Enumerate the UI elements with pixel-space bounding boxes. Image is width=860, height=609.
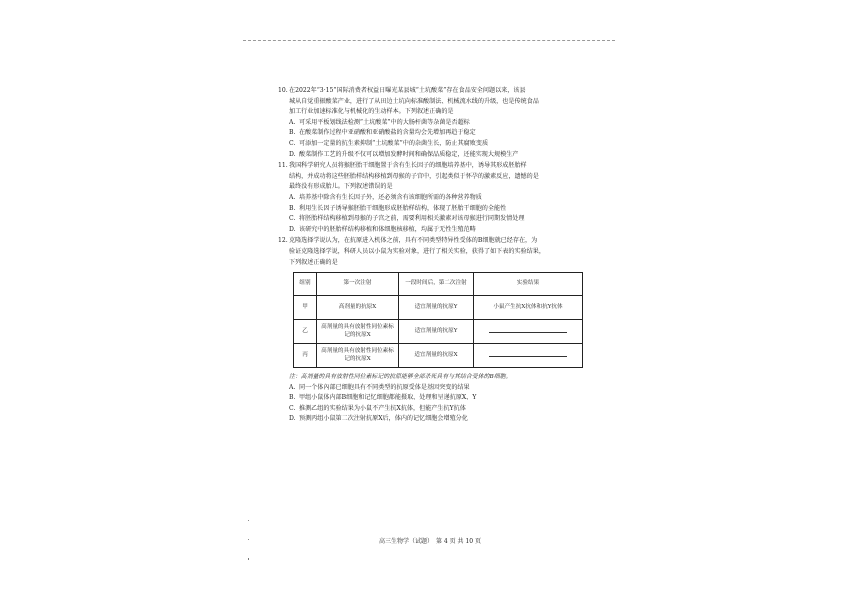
question-stem-line: 克隆选择学说认为，在抗原进入机体之前，具有不同类型特异性受体的B细胞就已经存在，为 (289, 237, 538, 245)
table-header-row (294, 273, 583, 296)
table-row (294, 344, 583, 368)
question-number: 12. (278, 237, 288, 245)
page-footer: 高三生物学（试题） 第 4 页 共 10 页 (379, 538, 481, 545)
option-a: A. 可采用平板划线法检测“土坑酸菜”中的大肠杆菌等杂菌是否超标 (289, 118, 470, 126)
table-cell-result-blank (474, 344, 583, 368)
question-stem-line: 结构，并成功将这些胚胎样结构移植到母猴的子宫中，引起类似于怀孕的激素反应，遗憾的是 (289, 172, 539, 180)
table-cell-second-injection: 适宜剂量的抗原Y (399, 296, 474, 320)
option-c: C. 推测乙组的实验结果为小鼠不产生抗X抗体，但能产生抗Y抗体 (289, 404, 466, 412)
option-b: B. 在酸菜制作过程中亚硝酸和亚硝酸盐的含量均会先增加再趋于稳定 (289, 129, 476, 137)
table-note: 注：高剂量的具有放射性同位素标记的抗原能够全部杀死具有与其结合受体的B细胞。 (289, 374, 512, 381)
table-cell-first-injection: 高剂量的抗原X (317, 296, 399, 320)
margin-dots (248, 520, 251, 578)
table-cell-first-injection: 高剂量的具有放射性同位素标记的抗原X (317, 320, 399, 344)
option-d: D. 酸菜制作工艺的升级不仅可以增加发酵时间和确保品质稳定，还能实现大规模生产 (289, 150, 519, 158)
table-cell-second-injection: 适宜剂量的抗原X (399, 344, 474, 368)
table-row (294, 296, 583, 320)
option-b: B. 利用生长因子诱导猴胚胎干细胞形成胚胎样结构，体现了胚胎干细胞的全能性 (289, 204, 507, 212)
table-cell-group: 甲 (294, 296, 317, 320)
table-cell-result: 小鼠产生抗X抗体和抗Y抗体 (474, 296, 583, 320)
option-d: D. 该研究中的胚胎样结构移植和体细胞核移植，均属于无性生殖范畴 (289, 225, 476, 233)
option-b: B. 甲组小鼠体内部B细胞和记忆细胞都能摄取、处理和呈递抗原X、Y (289, 394, 477, 402)
table-cell-second-injection: 适宜剂量的抗原Y (399, 320, 474, 344)
question-stem-line: 城从自觉重振酸菜产业，进行了从田边土坑向标准酸制法、机械流水线的升级，也是传统食品 (289, 97, 539, 105)
table-cell-first-injection: 高剂量的具有放射性同位素标记的抗原X (317, 344, 399, 368)
question-11 (278, 161, 584, 235)
option-a: A. 同一个体內部已细胞具有不同类型的抗原受体是基因突变的结果 (289, 383, 470, 391)
table-header-cell: 一段时间后，第二次注射 (399, 273, 474, 296)
question-stem-line: 加工行业加速标准化与机械化的生动样本。下列叙述正确的是 (289, 108, 454, 116)
question-stem-line: 我国科学研究人员将猴胚胎干细胞置于含有生长因子的细胞培养基中，诱导其形成胚胎样 (289, 162, 527, 170)
table-row (294, 320, 583, 344)
question-stem-line: 下列叙述正确的是 (289, 258, 338, 266)
experiment-table (293, 272, 583, 368)
question-number: 11. (278, 162, 288, 170)
question-number: 10. (278, 87, 288, 94)
table-header-cell: 第一次注射 (317, 273, 399, 296)
option-c: C. 将胚胎样结构移植到母猴的子宫之前，需要利用相关激素对该母猴进行同期发情处理 (289, 215, 525, 223)
question-stem-line: 验证克隆选择学说，科研人员以小鼠为实验对象，进行了相关实验，获得了如下表的实验结果， (289, 247, 545, 255)
exam-page (278, 86, 584, 426)
answer-blank (489, 350, 567, 357)
table-cell-group: 乙 (294, 320, 317, 344)
table-header-cell: 组别 (294, 273, 317, 296)
question-stem-line: 在2022年“3·15”国际消费者权益日曝光某县城“土坑酸菜”存在食品安全问题以来，该县 (289, 87, 526, 94)
option-a: A. 培养基中除含有生长因子外，还必须含有该细胞所需的各种营养物质 (289, 193, 482, 201)
header-rule (243, 40, 615, 41)
question-12 (278, 236, 584, 425)
option-c: C. 可添加一定量的抗生素抑制“土坑酸菜”中的杂菌生长，防止其腐败变质 (289, 139, 489, 147)
question-10 (278, 86, 584, 160)
option-d: D. 预测丙组小鼠第二次注射抗原X后，体内的记忆细胞会增殖分化 (289, 415, 468, 423)
table-header-cell: 实验结果 (474, 273, 583, 296)
table-cell-group: 丙 (294, 344, 317, 368)
answer-blank (489, 326, 567, 333)
question-stem-line: 最终没有形成胎儿。下列叙述错误的是 (289, 183, 393, 191)
table-cell-result-blank (474, 320, 583, 344)
